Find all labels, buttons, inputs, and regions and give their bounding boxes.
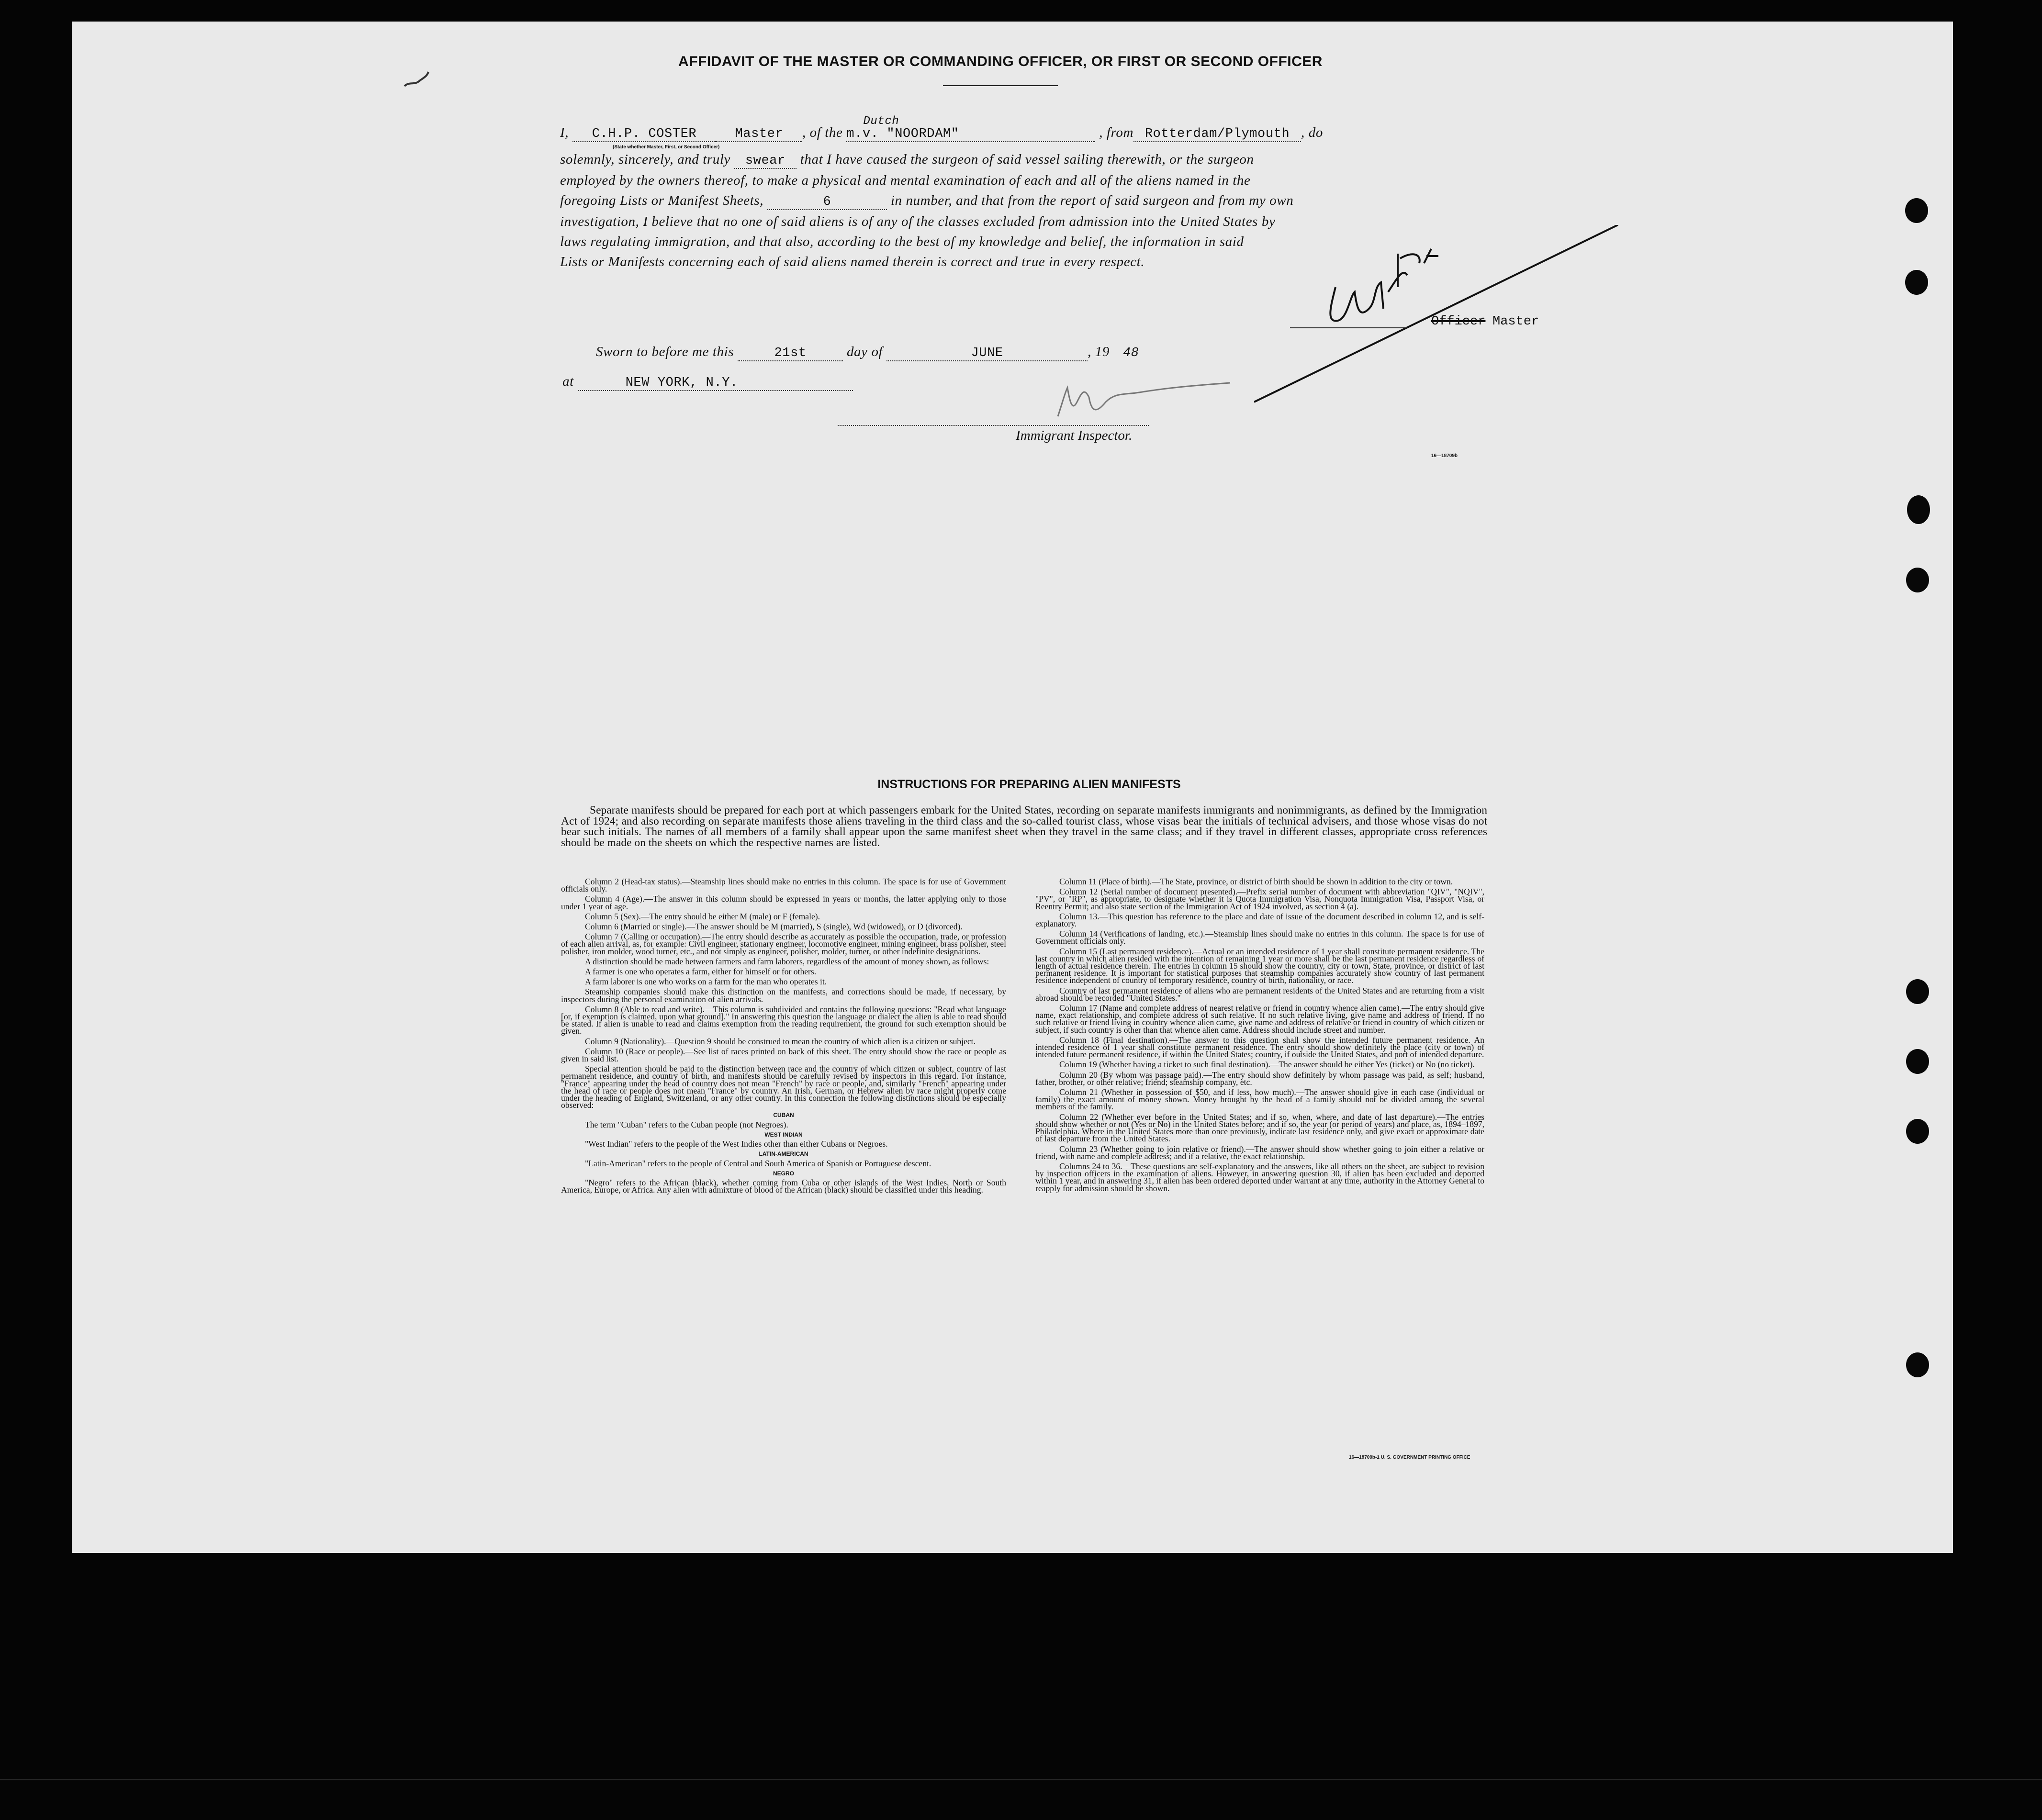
affidavit-line-1: I, C.H.P. COSTER Master , of the Dutch m.v. "NOORDAM" , from Rotterdam/Plymouth , do: [560, 115, 1323, 141]
instruction-paragraph: Column 21 (Whether in possession of $50, and if less, how much).—The answer should give in each case (individual or family) the exact amount of money shown. Money brought by the head of a family should not be divided among the several members of the family.: [1035, 1087, 1484, 1112]
instruction-paragraph: Column 12 (Serial number of document presented).—Prefix serial number of document with abbreviation "QIV", "NQIV", "PV", or "RP", as appropriate, to designate whether it is Quota Immigration Visa, Nonquota Immigration Visa, Passport Visa, or Reentry Permit; and also state section of the Immigration Act of 1924 involved, as section 4 (a).: [1035, 887, 1484, 911]
struck-officer: Officer: [1431, 314, 1486, 329]
affidavit-line-4: foregoing Lists or Manifest Sheets, 6 in number, and that from the report of said surgeon and from my own: [560, 193, 1294, 209]
binder-hole: [1905, 198, 1928, 223]
corner-mark: [402, 67, 431, 91]
instruction-paragraph: Country of last permanent residence of aliens who are permanent residents of the United States and are returning from a visit abroad should be recorded "United States.": [1035, 985, 1484, 1003]
instructions-intro: Separate manifests should be prepared for each port at which passengers embark for the United States, recording on separate manifests immigrants and nonimmigrants, as defined by the Immigration Act of 1924; and also recording on separate manifests those aliens traveling in the third class and the so-called tourist class, whose visas bear the initials of technical advisers, and those whose visas do not bear such initials. The names of all members of a family shall appear upon the same manifest sheet when they travel in the same class; and if they travel in different classes, appropriate cross references should be made on the sheets on which the respective names are listed.: [561, 804, 1487, 849]
negro-heading: NEGRO: [773, 1170, 794, 1177]
printing-office-footer: 16—18709b-1 U. S. GOVERNMENT PRINTING OFFICE: [1349, 1455, 1470, 1460]
sworn-year: 48: [1122, 346, 1139, 360]
cuban-heading: CUBAN: [773, 1112, 794, 1119]
affidavit-line-3: employed by the owners thereof, to make a physical and mental examination of each and all of the aliens named in the: [560, 173, 1251, 188]
instruction-paragraph: Column 5 (Sex).—The entry should be either M (male) or F (female).: [585, 911, 820, 921]
inspector-signature: [1043, 373, 1245, 431]
oath-word: swear: [734, 154, 797, 169]
sworn-month: JUNE: [886, 346, 1088, 361]
binder-hole: [1906, 979, 1929, 1004]
inspector-label: Immigrant Inspector.: [1016, 428, 1133, 443]
instructions-right-column: [1035, 878, 1484, 1195]
binder-hole: [1907, 495, 1930, 524]
instruction-paragraph: Column 15 (Last permanent residence).—Actual or an intended residence of 1 year shall constitute permanent residence. The last country in which alien resided with the intention of remaining 1 year or more shall be the last permanent residence regardless of length of actual residence therein. The entries in column 15 should show the country, city or town, State, province, or district of last permanent residence. It is important for statistical purposes that steamship companies accurately show country of last permanent residence independent of country of temporary residence, country of birth, nationality, or race.: [1035, 946, 1484, 985]
instruction-paragraph: Column 20 (By whom was passage paid).—The entry should show definitely by whom passage was paid, as self; husband, father, brother, or other relative; friend; steamship company, etc.: [1035, 1070, 1484, 1087]
binder-hole: [1906, 568, 1929, 592]
instruction-paragraph: Column 9 (Nationality).—Question 9 should be construed to mean the country of which alien is a citizen or subject.: [585, 1036, 976, 1046]
instruction-paragraph: Column 23 (Whether going to join relative or friend).—The answer should show whether going to join either a relative or friend, with name and complete address; and if a relative, the exact relationship.: [1035, 1144, 1484, 1161]
instruction-paragraph: Column 8 (Able to read and write).—This column is subdivided and contains the following questions: "Read what language [or, if exemption is claimed, upon what ground]." In answering this question the language or dialect the alien is able to read should be stated. If alien is unable to read and claims exemption from the reading requirement, the ground for such exemption should be given.: [561, 1004, 1006, 1036]
affidavit-title: AFFIDAVIT OF THE MASTER OR COMMANDING OFFICER, OR FIRST OR SECOND OFFICER: [678, 54, 1323, 69]
sworn-place: NEW YORK, N.Y.: [578, 376, 853, 391]
officer-rank: Master: [716, 127, 802, 142]
latin-american-definition: "Latin-American" refers to the people of Central and South America of Spanish or Portuguese descent.: [585, 1158, 931, 1168]
cuban-definition: The term "Cuban" refers to the Cuban people (not Negroes).: [585, 1119, 788, 1129]
instruction-paragraph: Column 14 (Verifications of landing, etc.).—Steamship lines should make no entries in this column. The space is for use of Government officials only.: [1035, 929, 1484, 946]
signer-title: Master: [1492, 314, 1539, 329]
binder-hole: [1906, 1352, 1929, 1377]
instruction-paragraph: Column 7 (Calling or occupation).—The entry should describe as accurately as possible the occupation, trade, or profession of each alien arrival, as, for example: Civil engineer, stationary engineer, locomotive engineer, mining engineer, brass polisher, steel polisher, iron molder, wood turner, etc., and not simply as engineer, polisher, molder, turner, or other indefinite designations.: [561, 932, 1006, 956]
vessel-name: m.v. "NOORDAM": [846, 127, 1095, 142]
departure-port: Rotterdam/Plymouth: [1133, 127, 1301, 142]
instruction-paragraph: Column 22 (Whether ever before in the United States; and if so, when, where, and date of last departure).—The entries should show whether or not (Yes or No) in the United States before; and if so, the year (or period of years) and place, as, 1894–1897, Philadelphia. Where in the United States more than once previously, indicate last residence only, and give exact or approximate date of last departure from the United States.: [1035, 1112, 1484, 1144]
title-rule: [943, 85, 1058, 86]
affidavit-line-6: laws regulating immigration, and that also, according to the best of my knowledge and belief, the information in said: [560, 234, 1244, 249]
instruction-paragraph: Column 4 (Age).—The answer in this column should be expressed in years or months, the latter applying only to those under 1 year of age.: [561, 894, 1006, 911]
vessel-nationality: Dutch: [863, 115, 899, 128]
form-number: 16—18709b: [1431, 453, 1458, 458]
instruction-paragraph: Column 2 (Head-tax status).—Steamship lines should make no entries in this column. The space is for use of Government officials only.: [561, 877, 1006, 894]
sheet-count: 6: [767, 195, 887, 210]
affidavit-line-2: solemnly, sincerely, and truly swear that I have caused the surgeon of said vessel sailing therewith, or the surgeon: [560, 152, 1254, 168]
instruction-paragraph: A farm laborer is one who works on a farm for the man who operates it.: [585, 977, 827, 987]
binder-hole: [1906, 1049, 1929, 1074]
instruction-paragraph: Column 13.—This question has reference to the place and date of issue of the document described in column 12, and is self-explanatory.: [1035, 911, 1484, 929]
sworn-place-line: at NEW YORK, N.Y.: [562, 374, 1489, 391]
instruction-paragraph: Column 11 (Place of birth).—The State, province, or district of birth should be shown in addition to the city or town.: [1059, 877, 1453, 886]
binder-hole: [1906, 1119, 1929, 1144]
instructions-left-column: [561, 878, 1006, 1196]
sworn-day: 21st: [738, 346, 843, 361]
instruction-paragraph: A farmer is one who operates a farm, either for himself or for others.: [585, 967, 817, 977]
instruction-paragraph: Column 19 (Whether having a ticket to such final destination).—The answer should be either Yes (ticket) or No (no ticket).: [1059, 1060, 1475, 1070]
instruction-paragraph: Column 6 (Married or single).—The answer should be M (married), S (single), Wd (widowed), or D (divorced).: [585, 922, 963, 932]
instruction-paragraph: Column 18 (Final destination).—The answer to this question shall show the intended future permanent residence. An intended residence of 1 year shall constitute permanent residence. The entry should show definitely the place (city or town) of intended future permanent residence, if within the United States; country, if outside the United States, and port of intended departure.: [1035, 1035, 1484, 1060]
affidavit-line-7: Lists or Manifests concerning each of said aliens named therein is correct and true in every respect.: [560, 254, 1145, 269]
instruction-paragraph: Column 17 (Name and complete address of nearest relative or friend in country whence alien came).—The entry should give name, exact relationship, and complete address of such relative. If no such relative living, give name and address of friend. If no such relative or friend living in country whence alien came, give name and address of relative or friend in country of which citizen or subject, if such country is other than that whence alien came. Address should include street and number.: [1035, 1003, 1484, 1035]
instruction-paragraph: Special attention should be paid to the distinction between race and the country of which citizen or subject, country of last permanent residence, and country of birth, and manifests should be carefully revised by inspectors in this regard. For instance, "France" appearing under the head of country does not mean "French" by race or people, and, similarly "French" appearing under the head of race or people does not mean "France" by country. An Irish, German, or Hebrew alien by race might properly come under the heading of England, Switzerland, or any other country. In this connection the following distinctions should be especially observed:: [561, 1064, 1006, 1110]
binder-hole: [1905, 270, 1928, 295]
rank-hint: (State whether Master, First, or Second Officer): [613, 145, 720, 150]
officer-name: C.H.P. COSTER: [572, 127, 716, 142]
west-indian-heading: WEST INDIAN: [764, 1131, 803, 1138]
instruction-paragraph: Steamship companies should make this distinction on the manifests, and corrections should be made, if necessary, by inspectors during the personal examination of alien arrivals.: [561, 987, 1006, 1004]
sworn-line: Sworn to before me this 21st day of JUNE , 19 48: [596, 344, 1139, 360]
instructions-title: INSTRUCTIONS FOR PREPARING ALIEN MANIFESTS: [877, 778, 1181, 791]
instruction-paragraph: Columns 24 to 36.—These questions are self-explanatory and the answers, like all others on the sheet, are subject to revision by inspection officers in the examination of aliens. However, in answering question 30, if alien has been excluded and deported within 1 year, and in answering 31, if alien has been ordered deported under warrant at any time, authority in the Attorney General to reapply for admission should be shown.: [1035, 1161, 1484, 1193]
latin-american-heading: LATIN-AMERICAN: [759, 1150, 808, 1158]
instruction-paragraph: Column 10 (Race or people).—See list of races printed on back of this sheet. The entry should show the race or people as given in said list.: [561, 1046, 1006, 1064]
negro-definition: "Negro" refers to the African (black), whether coming from Cuba or other islands of the West Indies, North or South America, Europe, or Africa. Any alien with admixture of blood of the African (black) should be classified under this heading.: [561, 1177, 1006, 1195]
west-indian-definition: "West Indian" refers to the people of the West Indies other than either Cubans or Negroes.: [585, 1139, 888, 1149]
inspector-line: [838, 425, 1149, 426]
instruction-paragraph: A distinction should be made between farmers and farm laborers, regardless of the amount of money shown, as follows:: [585, 956, 989, 966]
film-edge-line: [0, 1779, 2042, 1780]
affidavit-line-5: investigation, I believe that no one of said aliens is of any of the classes excluded from admission into the United States by: [560, 214, 1276, 229]
